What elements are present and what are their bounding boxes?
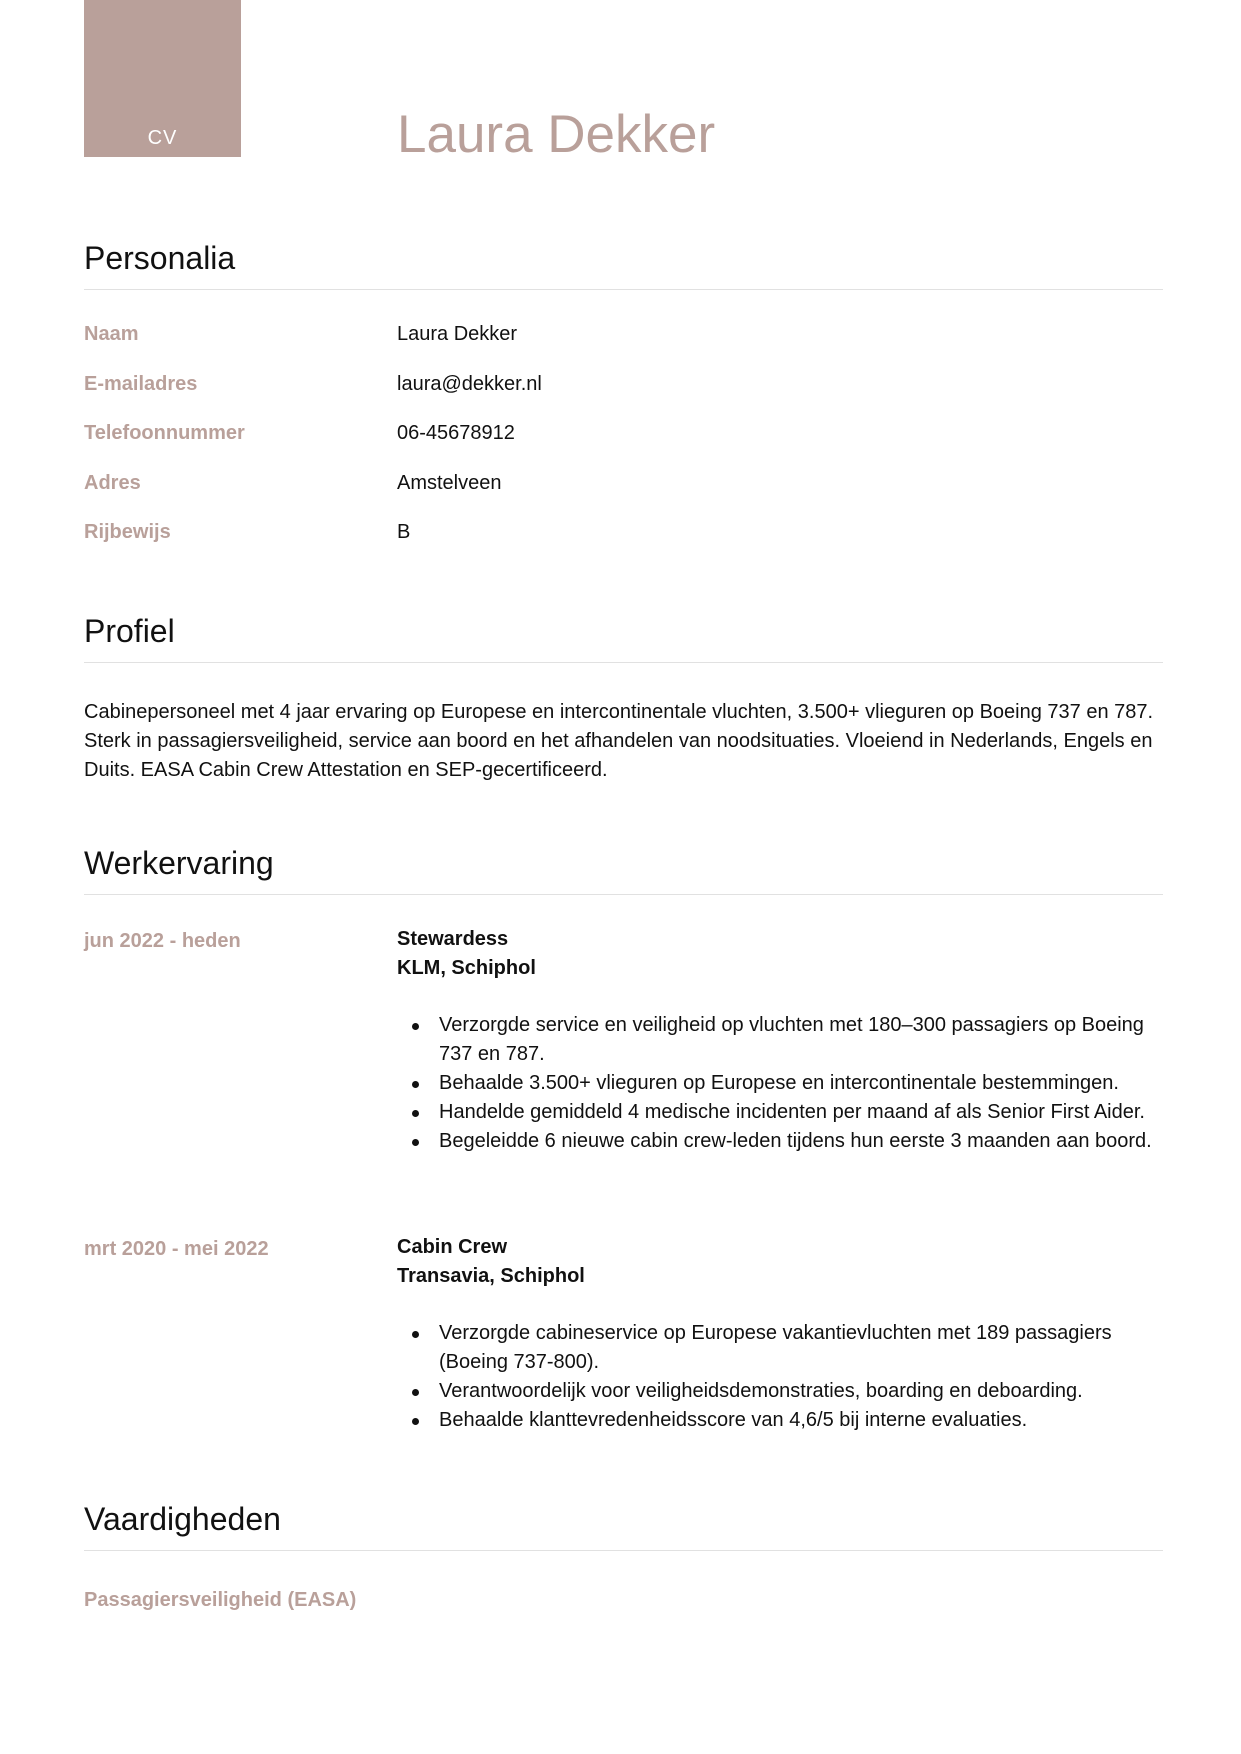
bullet-icon — [412, 1081, 419, 1088]
job-period: mrt 2020 - mei 2022 — [84, 1238, 269, 1260]
list-item — [397, 1011, 1163, 1069]
section-title-werkervaring: Werkervaring — [84, 845, 274, 881]
section-divider — [84, 289, 1163, 290]
section-title-personalia: Personalia — [84, 240, 236, 276]
job-title: Stewardess — [397, 928, 509, 950]
skill-item: Passagiersveiligheid (EASA) — [84, 1589, 357, 1611]
list-item — [397, 1319, 1163, 1377]
bullet-icon — [412, 1110, 419, 1117]
bullet-icon — [412, 1418, 419, 1425]
bullet-text: Handelde gemiddeld 4 medische incidenten per maand af als Senior First Aider. — [439, 1101, 1145, 1123]
section-divider — [84, 1550, 1163, 1551]
section-title-vaardigheden: Vaardigheden — [84, 1501, 281, 1537]
candidate-name: Laura Dekker — [397, 105, 716, 164]
list-item — [397, 1069, 1163, 1098]
personalia-value-telefoon: 06-45678912 — [397, 422, 515, 444]
personalia-value-adres: Amstelveen — [397, 472, 502, 494]
section-divider — [84, 662, 1163, 663]
list-item — [397, 1127, 1163, 1156]
profile-summary: Cabinepersoneel met 4 jaar ervaring op Europese en intercontinentale vluchten, 3.500+ vlieguren op Boeing 737 en 787. Sterk in passagiersveiligheid, service aan boord en het afhandelen van noodsituaties. Vloeiend in Nederlands, Engels en Duits. EASA Cabin Crew Attestation en SEP-gecertificeerd. — [84, 701, 1154, 781]
bullet-text: Begeleidde 6 nieuwe cabin crew-leden tijdens hun eerste 3 maanden aan boord. — [439, 1130, 1152, 1152]
personalia-label-telefoon: Telefoonnummer — [84, 422, 245, 444]
personalia-label-email: E-mailadres — [84, 373, 198, 395]
personalia-value-email: laura@dekker.nl — [397, 373, 542, 395]
bullet-icon — [412, 1389, 419, 1396]
personalia-label-adres: Adres — [84, 472, 141, 494]
bullet-icon — [412, 1023, 419, 1030]
bullet-text: Behaalde 3.500+ vlieguren op Europese en intercontinentale bestemmingen. — [439, 1072, 1119, 1094]
personalia-label-rijbewijs: Rijbewijs — [84, 521, 171, 543]
list-item — [397, 1406, 1163, 1435]
list-item — [397, 1098, 1163, 1127]
bullet-text: Verantwoordelijk voor veiligheidsdemonstraties, boarding en deboarding. — [439, 1380, 1083, 1402]
personalia-value-naam: Laura Dekker — [397, 323, 518, 345]
job-period: jun 2022 - heden — [84, 930, 241, 952]
section-title-profiel: Profiel — [84, 613, 175, 649]
section-divider — [84, 894, 1163, 895]
job-bullets — [397, 1319, 1163, 1435]
list-item — [397, 1377, 1163, 1406]
bullet-text: Verzorgde service en veiligheid op vluchten met 180–300 passagiers op Boeing 737 en 787. — [439, 1014, 1144, 1065]
bullet-text: Verzorgde cabineservice op Europese vakantievluchten met 189 passagiers (Boeing 737-800). — [439, 1322, 1112, 1373]
photo-placeholder — [84, 0, 241, 157]
job-company: KLM, Schiphol — [397, 957, 536, 979]
job-bullets — [397, 1011, 1163, 1156]
job-title: Cabin Crew — [397, 1236, 508, 1258]
photo-label: CV — [147, 127, 178, 149]
job-entry — [397, 925, 1163, 1156]
job-company: Transavia, Schiphol — [397, 1265, 585, 1287]
bullet-text: Behaalde klanttevredenheidsscore van 4,6/5 bij interne evaluaties. — [439, 1409, 1028, 1431]
bullet-icon — [412, 1139, 419, 1146]
job-entry — [397, 1233, 1163, 1435]
personalia-value-rijbewijs: B — [397, 521, 411, 543]
personalia-label-naam: Naam — [84, 323, 139, 345]
bullet-icon — [412, 1331, 419, 1338]
